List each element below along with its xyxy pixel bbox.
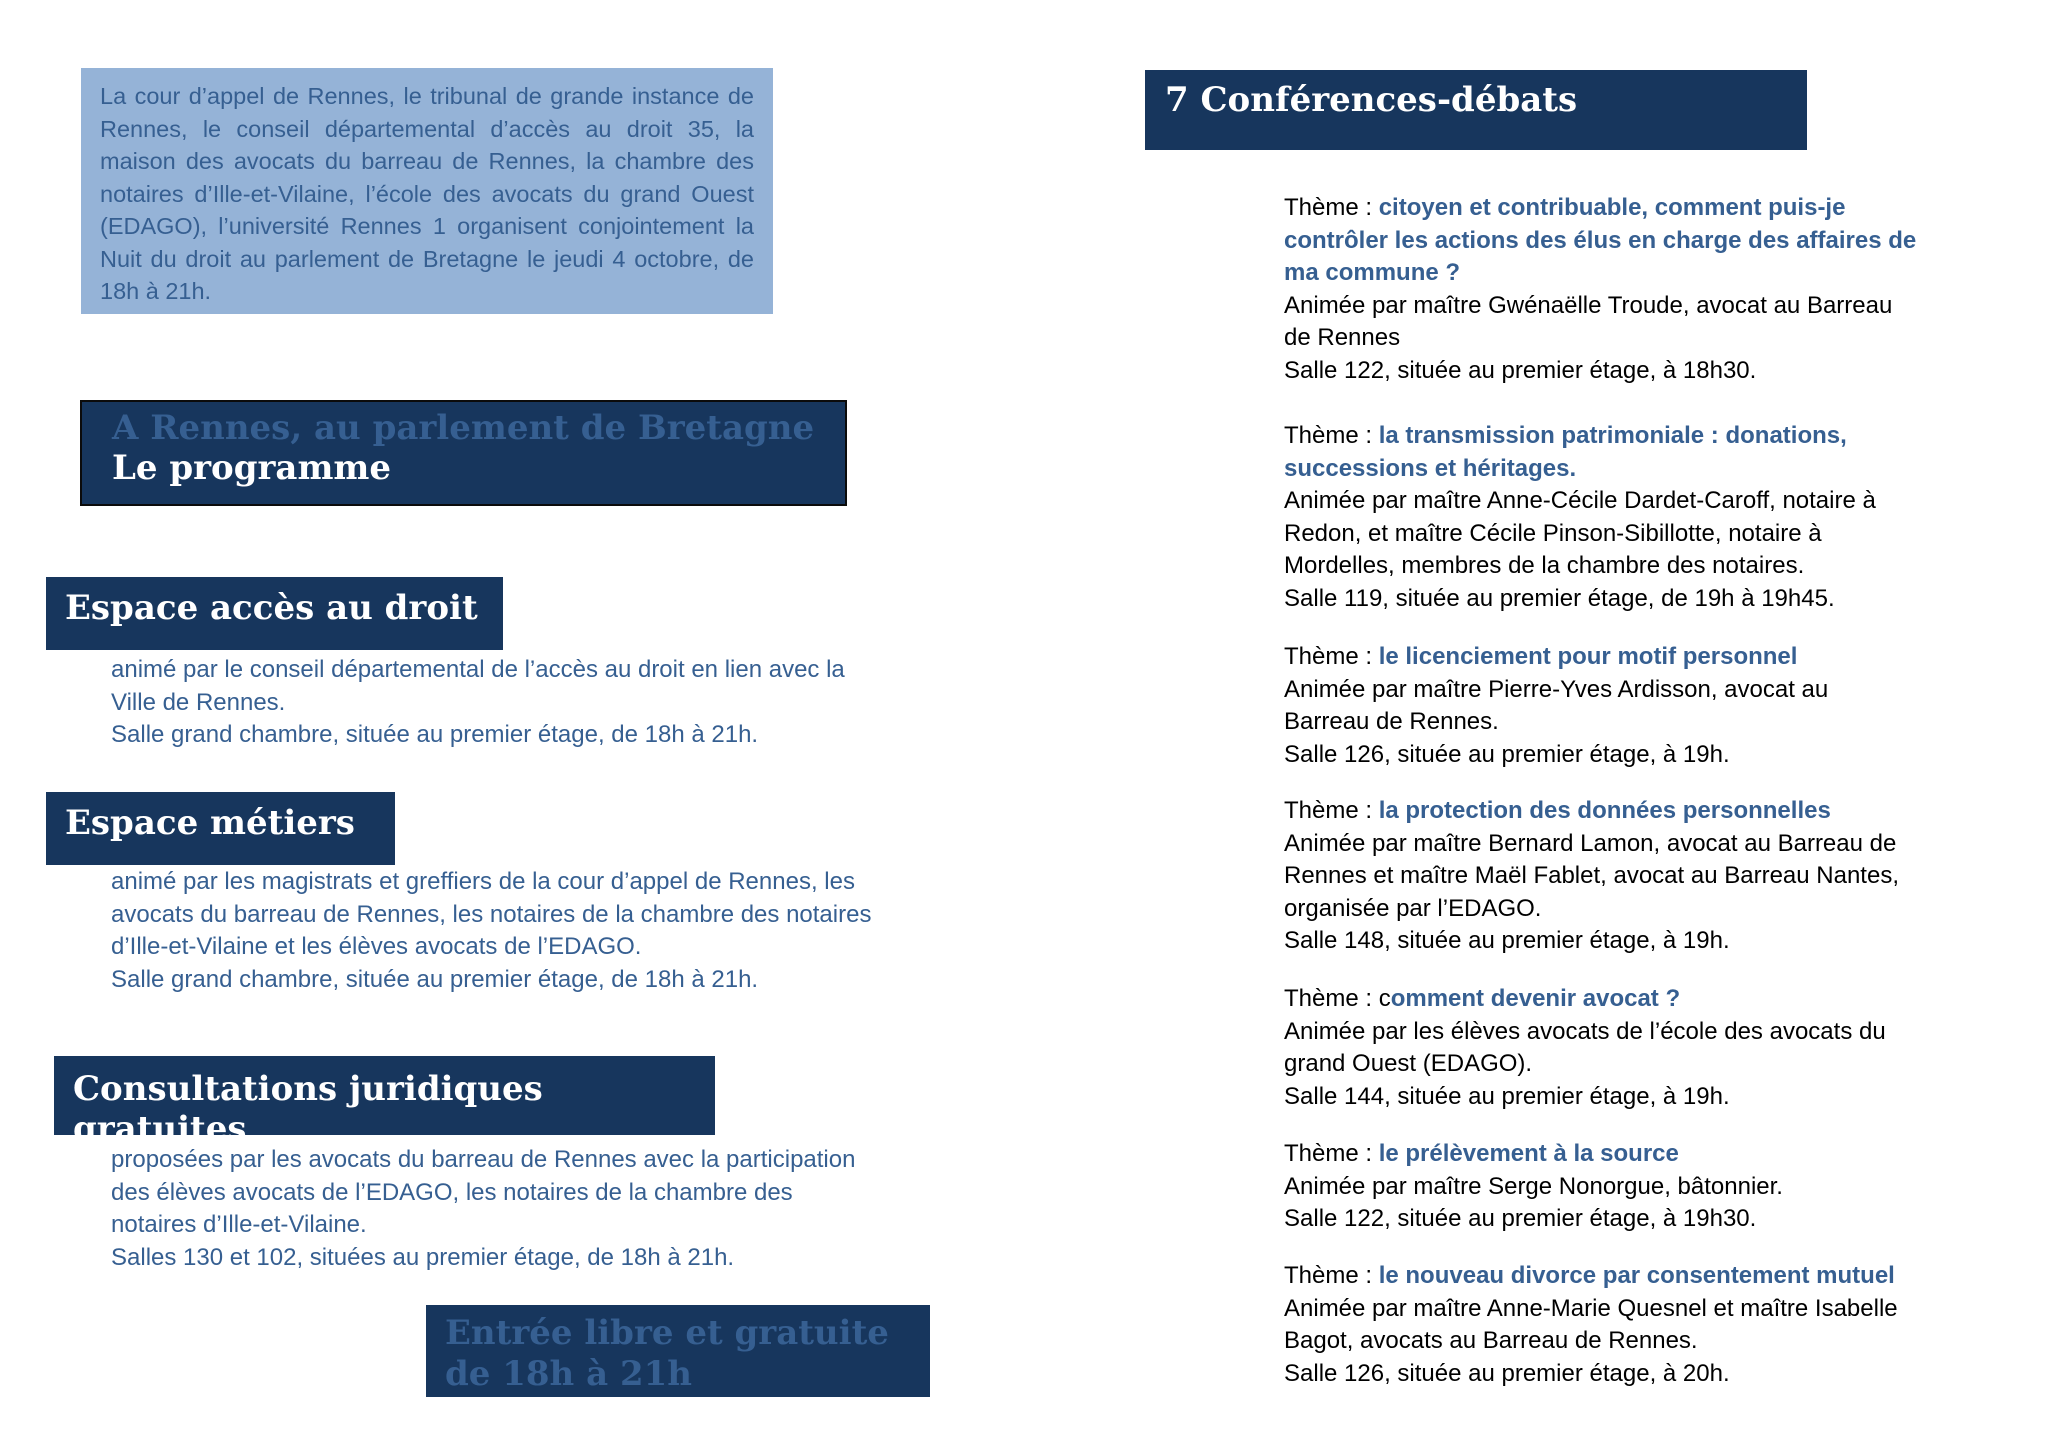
section-line: proposées par les avocats du barreau de Rennes avec la participation (111, 1146, 856, 1173)
conference-item (1284, 795, 1954, 958)
section-line: animé par les magistrats et greffiers de la cour d’appel de Rennes, les (111, 868, 855, 895)
section-title: Consultations juridiques gratuites (73, 1069, 543, 1149)
conference-theme-line (1284, 983, 1954, 1016)
conference-detail-line: Animée par maître Anne-Cécile Dardet-Caroff, notaire à (1284, 487, 1876, 514)
section-header-acces-droit (46, 577, 503, 650)
section-line: Salle grand chambre, située au premier étage, de 18h à 21h. (111, 965, 759, 993)
section-title: Espace métiers (65, 803, 355, 843)
programme-header (80, 400, 847, 506)
conference-item (1284, 641, 1954, 771)
conference-detail-line: Animée par les élèves avocats de l’école des avocats du (1284, 1017, 1886, 1045)
entree-line-1: Entrée libre et gratuite (445, 1313, 889, 1353)
conference-detail-line: Rennes et maître Maël Fablet, avocat au Barreau Nantes, (1284, 862, 1899, 889)
conference-detail-line: Salle 148, située au premier étage, à 19h. (1284, 927, 1730, 954)
theme-label: Thème : (1284, 1262, 1379, 1289)
conference-detail-line: Mordelles, membres de la chambre des notaires. (1284, 552, 1805, 579)
conference-detail-line: Salle 119, située au premier étage, de 19h à 19h45. (1284, 584, 1835, 612)
theme-label: Thème : (1284, 797, 1379, 824)
conference-detail-line: Salle 144, située au premier étage, à 19h. (1284, 1082, 1730, 1110)
entree-line-2: de 18h à 21h (445, 1354, 693, 1394)
conference-theme-line (1284, 1138, 1954, 1171)
conference-theme-line (1284, 192, 1954, 225)
theme-topic: le licenciement pour motif personnel (1378, 643, 1798, 670)
section-line: Ville de Rennes. (111, 688, 286, 716)
theme-topic: le nouveau divorce par consentement mutuel (1378, 1262, 1895, 1289)
intro-box (81, 68, 773, 314)
conference-detail-line: Barreau de Rennes. (1284, 708, 1499, 735)
conference-item (1284, 983, 1954, 1113)
conference-detail-line: Salle 126, située au premier étage, à 20h. (1284, 1359, 1730, 1387)
section-line: Salle grand chambre, située au premier étage, de 18h à 21h. (111, 721, 759, 748)
conference-detail-line: grand Ouest (EDAGO). (1284, 1050, 1533, 1077)
section-body-consultations (111, 1144, 931, 1274)
conference-detail-line: Redon, et maître Cécile Pinson-Sibillotte, notaire à (1284, 519, 1822, 547)
theme-topic: successions et héritages. (1284, 454, 1577, 482)
conference-theme-line (1284, 225, 1954, 258)
conference-item (1284, 192, 1954, 387)
section-title: Espace accès au droit (65, 588, 478, 628)
entree-libre-box (426, 1305, 930, 1397)
conference-theme-line (1284, 257, 1954, 290)
theme-topic: la transmission patrimoniale : donations, (1378, 422, 1847, 449)
conference-theme-line (1284, 641, 1954, 674)
theme-topic: le prélèvement à la source (1378, 1140, 1679, 1167)
conference-item (1284, 1138, 1954, 1236)
theme-topic: contrôler les actions des élus en charge des affaires de (1284, 226, 1917, 254)
programme-location: A Rennes, au parlement de Bretagne (112, 408, 815, 448)
intro-text: La cour d’appel de Rennes, le tribunal de grande instance de Rennes, le conseil départemental d’accès au droit 35, la maison des avocats du barreau de Rennes, la chambre des notaires d’Ille-et-Vilaine, l’école des avocats du grand Ouest (EDAGO), l’université Rennes 1 organisent conjointement la Nuit du droit au parlement de Bretagne le jeudi 4 octobre, de 18h à 21h. (100, 83, 754, 304)
conference-detail-line: Bagot, avocats au Barreau de Rennes. (1284, 1327, 1698, 1354)
conference-item (1284, 1260, 1954, 1390)
theme-label: Thème : (1284, 643, 1379, 670)
conference-detail-line: de Rennes (1284, 324, 1401, 351)
conference-detail-line: Animée par maître Bernard Lamon, avocat au Barreau de (1284, 829, 1897, 857)
theme-topic: citoyen et contribuable, comment puis-je (1378, 194, 1846, 221)
theme-topic: ma commune ? (1284, 259, 1461, 286)
conference-detail-line: Animée par maître Gwénaëlle Troude, avocat au Barreau (1284, 291, 1893, 319)
conference-detail-line: Animée par maître Pierre-Yves Ardisson, avocat au (1284, 675, 1829, 703)
section-header-consultations (54, 1056, 715, 1149)
section-line: Salles 130 et 102, situées au premier étage, de 18h à 21h. (111, 1243, 735, 1271)
section-line: d’Ille-et-Vilaine et les élèves avocats de l’EDAGO. (111, 933, 642, 960)
programme-title: Le programme (112, 448, 392, 488)
conference-detail-line: Animée par maître Serge Nonorgue, bâtonnier. (1284, 1172, 1783, 1200)
theme-topic: la protection des données personnelles (1378, 797, 1831, 824)
section-line: notaires d’Ille-et-Vilaine. (111, 1211, 367, 1238)
conference-detail-line: organisée par l’EDAGO. (1284, 894, 1542, 922)
theme-label: Thème : (1284, 194, 1379, 221)
section-header-metiers (46, 792, 395, 865)
conference-detail-line: Salle 122, située au premier étage, à 19h30. (1284, 1205, 1757, 1232)
conferences-title: 7 Conférences-débats (1165, 80, 1578, 120)
section-line: animé par le conseil départemental de l’accès au droit en lien avec la (111, 656, 845, 683)
conference-theme-line (1284, 420, 1954, 453)
theme-topic: omment devenir avocat ? (1390, 985, 1681, 1012)
conference-theme-line (1284, 1260, 1954, 1293)
conference-detail-line: Salle 122, située au premier étage, à 18h30. (1284, 356, 1757, 384)
conference-detail-line: Animée par maître Anne-Marie Quesnel et maître Isabelle (1284, 1294, 1898, 1322)
conference-detail-line: Salle 126, située au premier étage, à 19h. (1284, 740, 1730, 768)
conferences-header (1145, 70, 1807, 150)
theme-label: Thème : (1284, 422, 1379, 449)
theme-label: Thème : c (1284, 985, 1391, 1012)
section-line: des élèves avocats de l’EDAGO, les notaires de la chambre des (111, 1178, 793, 1206)
conference-item (1284, 420, 1954, 615)
section-line: avocats du barreau de Rennes, les notaires de la chambre des notaires (111, 900, 872, 928)
section-body-metiers (111, 866, 931, 996)
conference-theme-line (1284, 453, 1954, 486)
theme-label: Thème : (1284, 1140, 1379, 1167)
conference-theme-line (1284, 795, 1954, 828)
section-body-acces-droit (111, 654, 911, 752)
